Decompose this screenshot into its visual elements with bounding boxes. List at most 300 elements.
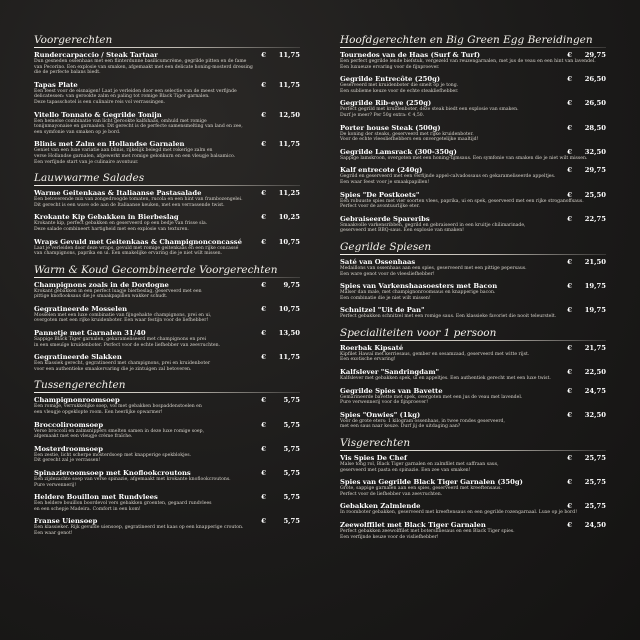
dish-name: Champignons zoals in de Dordogne [34, 280, 169, 289]
price-amount: 5,75 [283, 469, 300, 477]
menu-item-header [34, 493, 300, 501]
description-line: Perfect gebakken schnitzel met een romige saus. Een klassieke favoriet die nooit teleurstelt. [340, 314, 557, 320]
currency-symbol: € [261, 396, 266, 405]
description-line: en een schepje Madeira. Comfort in een kom! [34, 506, 141, 512]
description-line: verse Hollandse garnalen, afgewerkt met romige gelonkurn en een vleugje balsamico. [34, 153, 236, 159]
dish-description [340, 107, 606, 118]
price-amount: 5,75 [283, 493, 300, 502]
menu-section [34, 34, 300, 165]
menu-item [34, 493, 300, 512]
description-line: Een zestie, licht scherpe mosterdsoep met knapperige spekblokjes. [34, 452, 192, 458]
menu-item [340, 344, 606, 363]
description-line: van champignons, paprika en ui. Een smakelijke ervaring die je niet wilt missen. [34, 251, 222, 257]
description-line: geserveerd met BBQ-saus. Een explosie van smaken! [340, 228, 465, 234]
menu-item [340, 75, 606, 94]
dish-description [34, 313, 300, 324]
dish-price [261, 140, 300, 148]
dish-price [567, 215, 606, 223]
dish-description [340, 83, 606, 94]
dish-description [340, 352, 606, 363]
currency-symbol: € [261, 110, 266, 119]
dish-description [34, 289, 300, 300]
section-title: Visgerechten [340, 437, 606, 451]
dish-description [340, 419, 606, 430]
price-amount: 22,75 [584, 214, 606, 223]
dish-price [567, 454, 606, 462]
menu-item-header [34, 421, 300, 429]
currency-symbol: € [567, 166, 572, 175]
description-line: Gegrild en geserveerd met een verfijnde appel-calvadossaus en gekarameliseerde appeltjes. [340, 174, 556, 180]
menu-item [34, 353, 300, 372]
description-line: Dit gerecht is een wave ode aan de Italiaanse keuken, met een verrassende twist. [34, 202, 225, 208]
section-title: Hoofdgerechten en Big Green Egg Bereidingen [340, 34, 606, 48]
dish-price [567, 99, 606, 107]
dish-price [567, 148, 606, 156]
description-line: Malser dan male, met champignonroomsaus en knapperige bacon. [340, 290, 496, 296]
dish-description [34, 148, 300, 165]
menu-item-header [340, 411, 606, 419]
section-title: Warm & Koud Gecombineerde Voorgerechten [34, 264, 300, 278]
dish-price [261, 493, 300, 501]
dish-price [567, 51, 606, 59]
dish-description [34, 337, 300, 348]
dish-description [340, 510, 606, 516]
dish-description [34, 404, 300, 415]
description-line: In roomboter gebakken, geserveerd met kreeftensaus en een gegrilde rozengarnaal. Luxe op je bord! [340, 510, 578, 516]
menu-item [340, 99, 606, 118]
description-line: Pure verwennerij voor de fijnproever! [340, 400, 429, 406]
description-line: Een verfijnde keuze voor de visliefhebber! [340, 534, 439, 540]
description-line: Een feest voor de eisnaigen! Laat je verleiden door een selectie van de meest verfijnde [34, 88, 237, 94]
menu-item-header [340, 387, 606, 395]
currency-symbol: € [567, 306, 572, 315]
price-amount: 32,50 [584, 147, 606, 156]
description-line: delicatessen: van gerookte zalm en paling tot romige Black Tiger garnalen. [34, 94, 210, 100]
currency-symbol: € [261, 80, 266, 89]
currency-symbol: € [261, 304, 266, 313]
currency-symbol: € [261, 329, 266, 338]
dish-price [567, 166, 606, 174]
price-amount: 21,75 [584, 343, 606, 352]
dish-description [34, 246, 300, 257]
currency-symbol: € [261, 51, 266, 59]
price-amount: 11,75 [278, 80, 300, 89]
price-amount: 10,25 [278, 213, 300, 222]
dish-description [340, 174, 606, 185]
price-amount: 19,75 [584, 306, 606, 315]
menu-item [340, 215, 606, 234]
dish-price [567, 411, 606, 419]
dish-description [34, 221, 300, 232]
currency-symbol: € [261, 213, 266, 222]
menu-item [34, 396, 300, 415]
menu-item [340, 282, 606, 301]
dish-price [261, 81, 300, 89]
dish-price [567, 306, 606, 314]
menu-item-header [340, 148, 606, 156]
description-line: een symfonie van smaken op je bord. [34, 129, 121, 135]
menu-item [34, 51, 300, 76]
menu-section [34, 379, 300, 536]
menu-item-header [340, 51, 606, 59]
menu-item-header [340, 191, 606, 199]
dish-price [261, 517, 300, 525]
description-line: geserveerd met pasta en spinazie. Een zee van smaken! [340, 467, 471, 473]
price-amount: 5,75 [283, 444, 300, 453]
currency-symbol: € [261, 420, 266, 429]
price-amount: 28,50 [584, 123, 606, 132]
currency-symbol: € [567, 502, 572, 511]
price-amount: 19,75 [584, 282, 606, 291]
description-line: Perfect gegrild met kruidenboter, deze steak biedt een explosie van smaken. [340, 107, 519, 113]
description-line: Een robuuste spies met vier soorten vlees, paprika, ui en spek, geserveerd met een rijke stroganoffsaus. [340, 198, 584, 204]
description-line: Perfect voor de liefhebber van zeevruchten. [340, 491, 443, 497]
price-amount: 11,25 [278, 189, 300, 198]
dish-description [340, 132, 606, 143]
dish-price [567, 124, 606, 132]
price-amount: 11,75 [278, 51, 300, 59]
dish-price [261, 396, 300, 404]
description-line: Een klassieker. Rijk gevulde uiensoep, gegratineerd met kaas op een knapperige crouton. [34, 525, 244, 531]
dish-name: Wraps Gevuld met Geitenkaas & Champignonconcassé [34, 237, 242, 246]
price-amount: 22,50 [584, 368, 606, 377]
menu-item [34, 238, 300, 257]
currency-symbol: € [567, 368, 572, 377]
description-line: Mosselen met een luxe combinatie van fijngehakte champignons, prei en ui, [34, 312, 212, 318]
currency-symbol: € [567, 478, 572, 487]
dish-name: Spies "Onwies" (1kg) [340, 410, 421, 419]
dish-description [340, 314, 606, 320]
menu-item [340, 258, 606, 277]
dish-name: Spies "De Postkoets" [340, 190, 420, 199]
menu-item [34, 81, 300, 106]
dish-price [261, 51, 300, 59]
description-line: pittige knoflooksaus die je smaakpapillen wakker schudt. [34, 294, 168, 300]
dish-description [340, 59, 606, 70]
dish-price [261, 213, 300, 221]
dish-name: Tournedos van de Haas (Surf & Turf) [340, 51, 481, 59]
description-line: Een heldere bouillon boordevol vers gebakken groenten, gegaard rundvlees [34, 501, 212, 507]
dish-price [567, 282, 606, 290]
description-line: Perfect gebakken zeewolffilet met botersliliesaus en een Black Tiger spies. [340, 529, 515, 534]
currency-symbol: € [567, 282, 572, 291]
description-line: Een ware genot voor de vleesliefhebber! [340, 271, 435, 277]
menu-item [34, 111, 300, 136]
price-amount: 25,75 [584, 502, 606, 511]
dish-description [34, 453, 300, 464]
menu-item [34, 329, 300, 348]
price-amount: 25,50 [584, 190, 606, 199]
description-line: Grote, sappige garnalen aan een spies, geserveerd met kreeftensaus. [340, 486, 502, 492]
menu-item-header [34, 51, 300, 59]
dish-name: Broccoliroomsoep [34, 420, 104, 429]
price-amount: 26,50 [584, 75, 606, 84]
menu-item-header [34, 238, 300, 246]
currency-symbol: € [567, 147, 572, 156]
currency-symbol: € [261, 444, 266, 453]
dish-name: Blinis met Zalm en Hollandse Garnalen [34, 140, 185, 149]
currency-symbol: € [567, 214, 572, 223]
dish-name: Gegratineerde Mosselen [34, 304, 128, 313]
description-line: Kipfilet Hawaï met kerriesaus, gember en sesamzaad, geserveerd met witte rijst. [340, 351, 530, 357]
dish-name: Zeewolffilet met Black Tiger Garnalen [340, 521, 486, 529]
description-line: Malse tong rol, Black Tiger garnalen en zalmfilet met saffraan saus, [340, 462, 499, 468]
dish-name: Warme Geitenkaas & Italiaanse Pastasalade [34, 189, 202, 198]
dish-price [261, 353, 300, 361]
dish-price [261, 445, 300, 453]
currency-symbol: € [567, 343, 572, 352]
description-line: tonijnmayonaise en garnaalen. Dit gerecht is de perfecte samensmelting van land en zee, [34, 124, 243, 130]
dish-description [340, 395, 606, 406]
menu-column-left [34, 34, 300, 544]
currency-symbol: € [261, 493, 266, 502]
dish-name: Mosterdroomsoep [34, 444, 103, 453]
description-line: Pure verwennerij! [34, 482, 77, 488]
price-amount: 29,75 [584, 166, 606, 175]
currency-symbol: € [567, 75, 572, 84]
currency-symbol: € [261, 280, 266, 289]
section-title: Gegrilde Spiesen [340, 241, 606, 255]
menu-item [34, 305, 300, 324]
dish-name: Krokante Kip Gebakken in Bierbeslag [34, 213, 179, 222]
menu-item [34, 213, 300, 232]
dish-price [261, 421, 300, 429]
dish-name: Gegrilde Entrecôte (250g) [340, 75, 441, 84]
menu-item [340, 521, 606, 540]
description-line: van Pecorino. Een explosie van smaken, afgemaakt met een delicate honing-mosterd dressing [34, 64, 253, 70]
price-amount: 24,50 [584, 521, 606, 529]
section-title: Specialiteiten voor 1 persoon [340, 327, 606, 341]
description-line: die de perfecte balans biedt. [34, 70, 101, 76]
description-line: De koning der steaks, geserveerd met rijke kruidenboter. [340, 131, 474, 137]
dish-name: Tapas Plate [34, 80, 78, 89]
currency-symbol: € [567, 99, 572, 108]
dish-price [261, 238, 300, 246]
menu-item-header [34, 281, 300, 289]
menu-section [340, 327, 606, 430]
dish-description [340, 290, 606, 301]
dish-description [34, 119, 300, 136]
menu-section [34, 172, 300, 257]
price-amount: 32,50 [584, 410, 606, 419]
description-line: Een exotische ervaring! [340, 357, 396, 363]
currency-symbol: € [567, 454, 572, 463]
description-line: Deze tapasschotel is een culinaire reis vol verrassingen. [34, 99, 166, 105]
dish-name: Kalfslever "Sandringdam" [340, 368, 440, 377]
dish-price [261, 469, 300, 477]
menu-item-header [34, 445, 300, 453]
dish-description [34, 361, 300, 372]
menu-item-header [340, 215, 606, 223]
dish-name: Gebraiseerde Spareribs [340, 214, 430, 223]
section-title: Tussengerechten [34, 379, 300, 393]
description-line: Een verfijnde start van je culinaire avontuur. [34, 159, 139, 165]
menu-item [34, 469, 300, 488]
dish-price [261, 281, 300, 289]
section-title: Lauwwarme Salades [34, 172, 300, 186]
description-line: Geniet van een luxe variatie aan blinis, rijkelijk belegd met rokerige zalm en [34, 148, 213, 154]
description-line: in een smeuïge kruidenboter. Perfect voor de echte liefhebber van zeevruchten. [34, 342, 221, 348]
description-line: Een luxueuze ervaring voor de fijnproever. [340, 64, 440, 70]
currency-symbol: € [261, 353, 266, 362]
menu-item [340, 387, 606, 406]
menu-item [340, 51, 606, 70]
description-line: Kalfslever met gebakken spek, ui en appeltjes. Een authentiek gerecht met een luxe twist. [340, 376, 551, 382]
menu-item [340, 124, 606, 143]
menu-item-header [340, 454, 606, 462]
description-line: Deze salade combineert hartigheid met een explosie van texturen. [34, 226, 189, 232]
menu-item-header [34, 329, 300, 337]
price-amount: 25,75 [584, 454, 606, 463]
menu-item [340, 368, 606, 382]
menu-item [34, 140, 300, 165]
dish-price [567, 478, 606, 486]
menu-item [340, 306, 606, 320]
dish-name: Schnitzel "Uit de Pan" [340, 306, 425, 315]
dish-description [340, 199, 606, 210]
description-line: Sappige Black Tiger garnalen, gekarameliseerd met champignons en prei [34, 337, 207, 343]
menu-section [34, 264, 300, 373]
menu-item-header [34, 81, 300, 89]
dish-name: Heldere Bouillon met Rundvlees [34, 493, 158, 502]
price-amount: 24,75 [584, 386, 606, 395]
description-line: voor een authentieke smaakervaring die je zintuigen zal betoveren. [34, 366, 192, 372]
description-line: Medaillons van ossenhaas aan een spies, geserveerd met een pittige pepersaus. [340, 265, 527, 271]
dish-name: Gegratineerde Slakken [34, 353, 122, 362]
currency-symbol: € [567, 257, 572, 266]
currency-symbol: € [261, 140, 266, 149]
dish-name: Saté van Ossenhaas [340, 257, 416, 266]
price-amount: 5,75 [283, 517, 300, 526]
description-line: Krokante kip, perfect gebakken en geserveerd op een bedje van frisse sla. [34, 221, 208, 227]
dish-price [567, 191, 606, 199]
menu-item [340, 411, 606, 430]
dish-price [261, 111, 300, 119]
menu-item [340, 454, 606, 473]
description-line: afgemaakt met een vleugje crème fraîche. [34, 434, 133, 440]
description-line: Geserveerd met kruidenboter die smelt op je tong. [340, 83, 459, 89]
menu-item-header [34, 305, 300, 313]
currency-symbol: € [567, 190, 572, 199]
dish-price [567, 521, 606, 529]
dish-description [34, 477, 300, 488]
dish-description [34, 501, 300, 512]
menu-item [34, 445, 300, 464]
description-line: Een sublieme keuze voor de echte steakliefhebber. [340, 88, 459, 94]
dish-name: Vis Spies De Chef [340, 454, 407, 463]
menu-item [340, 148, 606, 162]
currency-symbol: € [261, 189, 266, 198]
menu-section [340, 437, 606, 540]
dish-description [34, 429, 300, 440]
dish-name: Gegrilde Rib-eye (250g) [340, 99, 432, 108]
dish-description [34, 197, 300, 208]
description-line: Een waar feest voor je smaakpapillen! [340, 179, 430, 185]
dish-price [567, 75, 606, 83]
dish-description [340, 266, 606, 277]
dish-name: Roerbak Kipsaté [340, 343, 404, 352]
dish-price [261, 189, 300, 197]
dish-description [340, 223, 606, 234]
menu-item-header [340, 124, 606, 132]
menu-item [34, 281, 300, 300]
dish-price [567, 258, 606, 266]
dish-price [567, 344, 606, 352]
description-line: Een hemelse combinatie van licht gerookte kalfshaas, omhuld met romige [34, 118, 207, 124]
description-line: Een romige, verrukkelijke soep, vol met gebakken bospaddenstoelen en [34, 404, 202, 410]
price-amount: 25,75 [584, 478, 606, 487]
menu-item-header [34, 469, 300, 477]
dish-price [567, 368, 606, 376]
dish-description [340, 529, 606, 540]
description-line: Dit gerecht zal je verrassen! [34, 458, 101, 464]
menu-section [340, 241, 606, 320]
description-line: Laat je verleiden door deze wraps, gevuld met romige geitenkaas en een rijke concassé [34, 245, 239, 251]
menu-section [340, 34, 606, 234]
description-line: Perfect voor de avontuurlijke eter. [340, 204, 420, 210]
menu-item-header [340, 521, 606, 529]
description-line: overgoten met een rijke kruidenboter. Een waar festijn voor de liefhebber! [34, 318, 209, 324]
description-line: Een combinatie die je niet wilt missen! [340, 295, 431, 301]
dish-name: Gegrilde Lamsrack (300-350g) [340, 147, 457, 156]
dish-name: Rundercarpaccio / Steak Tartaar [34, 51, 158, 59]
currency-symbol: € [567, 386, 572, 395]
menu-item [340, 166, 606, 185]
menu-item [34, 189, 300, 208]
currency-symbol: € [567, 521, 572, 529]
dish-price [261, 329, 300, 337]
description-line: een vleugje opgeklopte room. Een heerlijke opwarmer! [34, 410, 163, 416]
dish-description [340, 156, 606, 162]
currency-symbol: € [261, 517, 266, 526]
menu-item [34, 517, 300, 536]
description-line: Smaakvolle varkensribben, gegrild en gebraiseerd in een kruitje chilimarinade, [340, 222, 526, 228]
menu-item-header [340, 344, 606, 352]
menu-item [340, 478, 606, 497]
menu-item-header [34, 111, 300, 119]
price-amount: 9,75 [283, 280, 300, 289]
description-line: Een klassiek gerecht, gegratineerd met champignons, prei en kruidenboter [34, 361, 211, 367]
menu-item [34, 421, 300, 440]
dish-price [567, 387, 606, 395]
menu-item-header [340, 282, 606, 290]
description-line: Voor de echte vleesliefhebbers een onvergetelijke maaltijd! [340, 137, 479, 143]
description-line: Een perfect gegrilde lende biefstuk, vergezeld van reuzengarnalen, met jus de veau en een hint van lavendel. [340, 59, 596, 64]
description-line: met een saus naar keuze. Durf jij de uitdaging aan? [340, 424, 461, 430]
dish-description [340, 376, 606, 382]
price-amount: 10,75 [278, 304, 300, 313]
price-amount: 10,75 [278, 237, 300, 246]
currency-symbol: € [261, 469, 266, 477]
price-amount: 11,75 [278, 140, 300, 149]
price-amount: 12,50 [278, 110, 300, 119]
menu-item-header [340, 368, 606, 376]
description-line: Verse broccoli en zalmsnippers smelten samen in deze luxe romige soep, [34, 428, 205, 434]
currency-symbol: € [567, 410, 572, 419]
dish-name: Kalf entrecote (240g) [340, 166, 423, 175]
description-line: Een waar genot! [34, 530, 73, 536]
dish-name: Spinazieroomsoep met Knoflookcroutons [34, 469, 191, 477]
dish-name: Spies van Gegrilde Black Tiger Garnalen (350g) [340, 478, 523, 487]
price-amount: 21,50 [584, 257, 606, 266]
description-line: Krokant gebakken in een perfect luagje bierbeslag, geserveerd met een [34, 288, 202, 294]
menu-item [340, 502, 606, 516]
description-line: Voor de grote eters: 1 kilogram ossenhaas, in twee rondes geserveerd, [340, 418, 505, 424]
dish-price [261, 305, 300, 313]
price-amount: 11,75 [278, 353, 300, 362]
price-amount: 29,75 [584, 51, 606, 59]
description-line: Dun gesneden ossenhaas met een flinterdunne basilicumcrème, gegrilde pitten en de fame [34, 59, 247, 64]
